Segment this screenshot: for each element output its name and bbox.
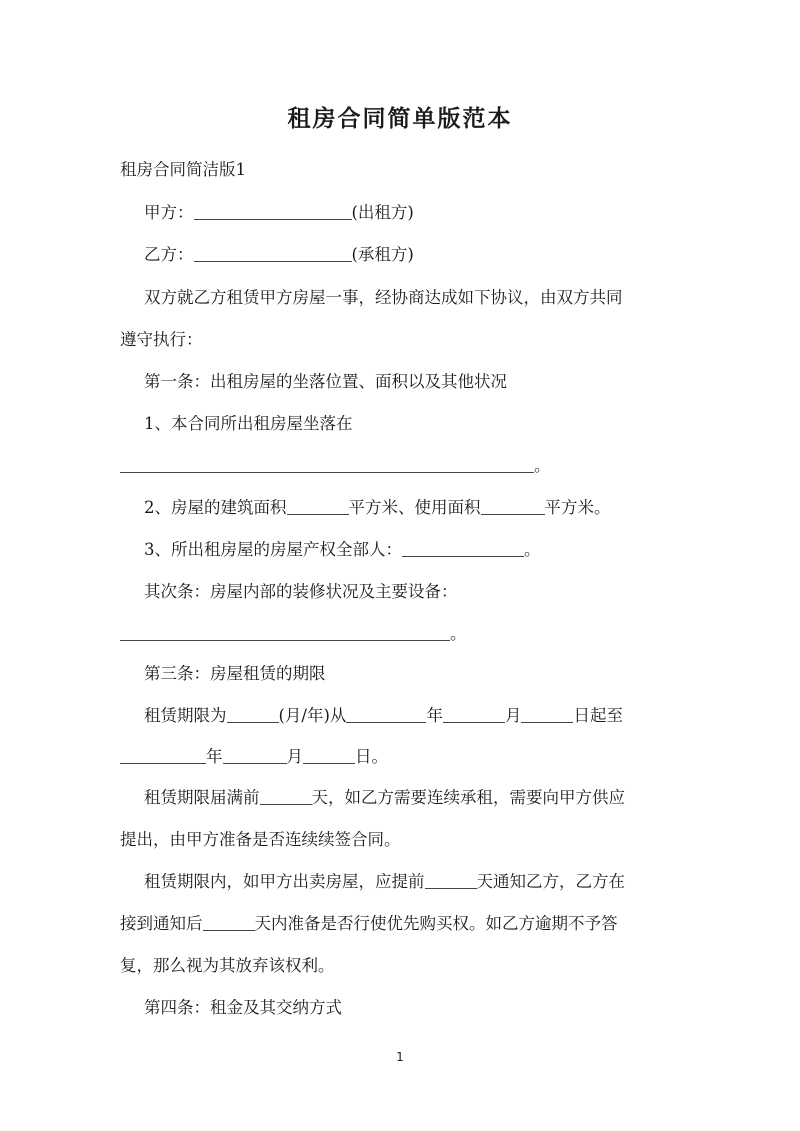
party-a-suffix: (出租方) [351,203,414,222]
owner-blank [402,542,524,557]
article-1-item-3 [144,542,714,559]
intro-line-2: 遵守执行： [120,330,203,349]
end-month-label: 月 [286,747,303,766]
start-month-blank [443,708,505,723]
building-area-blank [287,500,349,515]
intro-line-1: 双方就乙方租赁甲方房屋一事，经协商达成如下协议，由双方共同 [144,288,623,307]
document-title: 租房合同简单版范本 [287,105,513,132]
equipment-blank-line [120,626,690,643]
sale-line-1 [144,874,714,891]
equipment-blank [120,626,450,641]
end-year-label: 年 [206,747,223,766]
party-b-line [144,247,714,264]
article-1-item-1: 1、本合同所出租房屋坐落在 [144,414,353,433]
article-1-heading: 第一条：出租房屋的坐落位置、面积以及其他状况 [144,372,507,391]
location-blank-end: 。 [534,456,551,475]
renewal-line-1 [144,790,714,807]
article-3-heading: 第三条：房屋租赁的期限 [144,664,326,683]
end-day-blank [303,749,355,764]
term-line-1 [144,708,714,725]
term-label: 租赁期限为 [144,706,227,725]
renewal-text: 天，如乙方需要连续承租，需要向甲方供应 [311,788,625,807]
party-b-suffix: (承租方) [351,245,414,264]
page-number: 1 [396,1050,404,1064]
sale-line-3: 复，那么视为其放弃该权利。 [120,956,335,975]
owner-end: 。 [524,540,541,559]
start-year-label: 年 [426,706,443,725]
sale-decision-days-blank [203,916,255,931]
equipment-blank-end: 。 [450,624,467,643]
sale-notice-days-blank [425,874,477,889]
party-b-blank [194,247,352,262]
start-month-label: 月 [504,706,522,725]
sale-text: 天通知乙方，乙方在 [476,872,625,891]
end-month-blank [223,749,287,764]
party-a-blank [194,205,352,220]
start-day-blank [521,708,573,723]
party-a-line [144,205,714,222]
start-day-label: 日起至 [573,706,623,725]
sale-label: 租赁期限内，如甲方出卖房屋，应提前 [144,872,425,891]
article-4-heading: 第四条：租金及其交纳方式 [144,998,342,1017]
usable-area-blank [481,500,545,515]
term-unit: (月/年)从 [278,706,347,725]
start-year-blank [346,708,426,723]
area-mid: 平方米、使用面积 [348,498,481,517]
end-year-blank [120,749,206,764]
sale2-label: 接到通知后 [120,914,203,933]
document-subtitle: 租房合同简洁版1 [120,160,246,179]
article-2-heading: 其次条：房屋内部的装修状况及主要设备： [144,582,458,601]
renewal-days-blank [260,790,312,805]
area-end: 平方米。 [544,498,611,517]
term-line-2 [120,749,690,766]
location-blank-line [120,458,690,475]
location-blank [120,458,534,473]
article-1-item-2 [144,500,714,517]
term-length-blank [227,708,279,723]
party-a-label: 甲方： [144,203,194,222]
renewal-line-2: 提出，由甲方准备是否连续续签合同。 [120,830,401,849]
end-day-label: 日。 [355,747,388,766]
party-b-label: 乙方： [144,245,194,264]
sale-line-2 [120,916,690,933]
owner-label: 3、所出租房屋的房屋产权全部人： [144,540,402,559]
area-label: 2、房屋的建筑面积 [144,498,287,517]
sale2-text: 天内准备是否行使优先购买权。如乙方逾期不予答 [254,914,618,933]
renewal-label: 租赁期限届满前 [144,788,260,807]
